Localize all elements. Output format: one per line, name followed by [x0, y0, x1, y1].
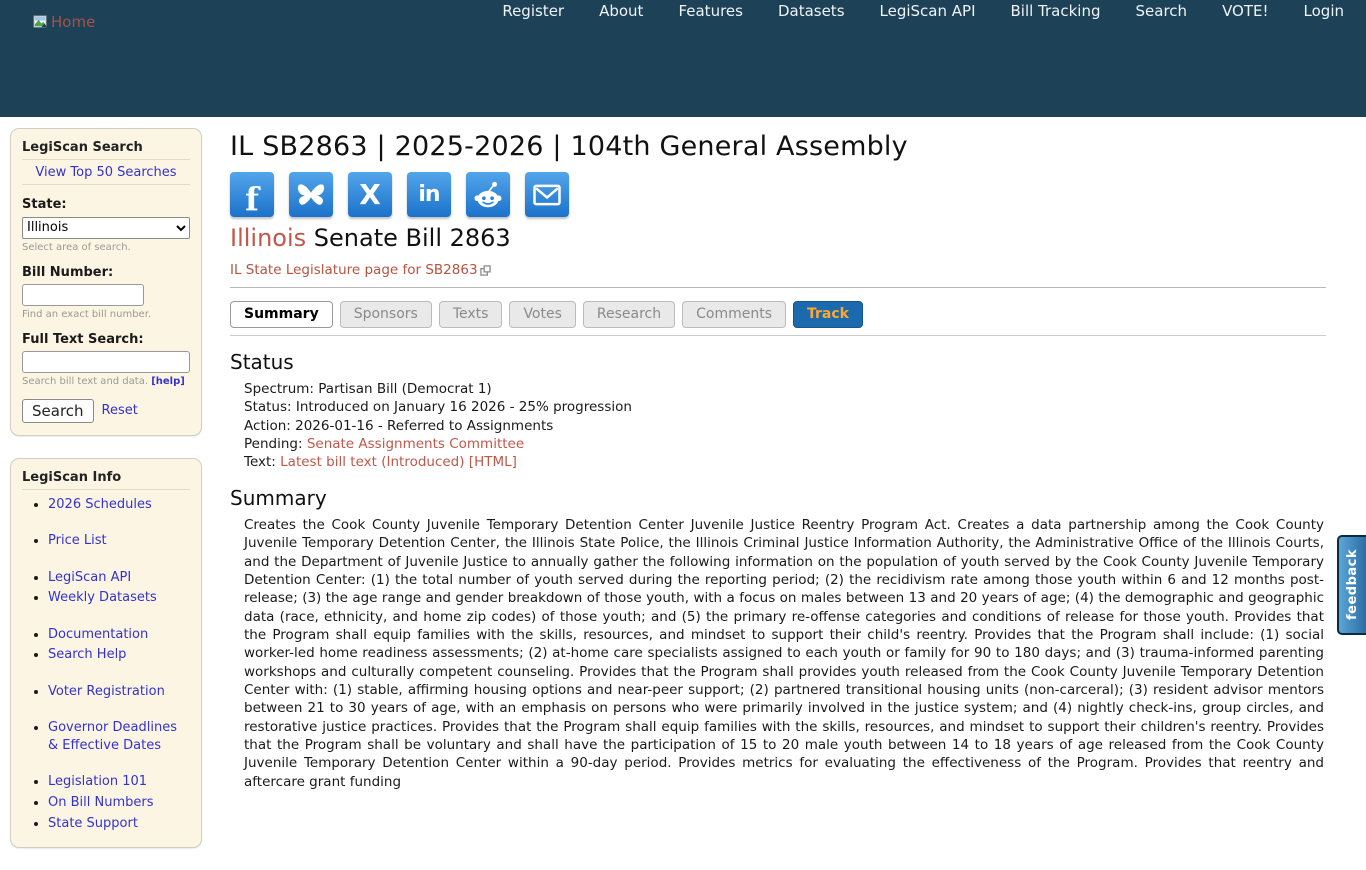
bill-number-input[interactable] — [22, 284, 144, 306]
home-label: Home — [51, 13, 96, 31]
nav-search[interactable]: Search — [1135, 2, 1188, 20]
bill-tabs — [230, 301, 1326, 328]
full-text-hint — [22, 376, 190, 387]
search-panel-title: LegiScan Search — [22, 140, 143, 155]
top-header — [0, 0, 1366, 117]
broken-image-icon — [33, 15, 48, 30]
help-link[interactable]: [help] — [151, 375, 185, 387]
nav-datasets[interactable]: Datasets — [777, 2, 845, 20]
link-on-bill-numbers[interactable]: On Bill Numbers — [48, 794, 154, 810]
list-item — [48, 532, 190, 550]
tab-summary[interactable]: Summary — [230, 301, 333, 328]
full-text-hint-text: Search bill text and data. — [22, 375, 149, 387]
divider — [22, 489, 190, 490]
list-item — [48, 815, 190, 833]
feedback-button[interactable] — [1337, 535, 1366, 635]
facebook-share-button[interactable] — [230, 172, 274, 217]
info-panel-title: LegiScan Info — [22, 469, 122, 485]
link-state-support[interactable]: State Support — [48, 815, 138, 831]
state-select[interactable] — [22, 217, 190, 239]
link-2026-schedules[interactable]: 2026 Schedules — [48, 496, 152, 512]
link-price-list[interactable]: Price List — [48, 533, 107, 549]
search-button[interactable]: Search — [22, 399, 94, 423]
reddit-share-button[interactable] — [466, 172, 510, 217]
list-item — [48, 496, 190, 514]
page-title: IL SB2863 | 2025-2026 | 104th General Assembly — [230, 131, 908, 162]
bluesky-butterfly-icon — [294, 180, 328, 210]
bill-heading-text: Senate Bill 2863 — [313, 224, 511, 252]
top-navigation — [502, 0, 1344, 21]
link-search-help[interactable]: Search Help — [48, 647, 127, 663]
x-share-button[interactable] — [348, 172, 392, 217]
list-item — [48, 646, 190, 664]
track-button[interactable]: Track — [793, 301, 863, 328]
list-item — [48, 794, 190, 812]
status-heading: Status — [230, 350, 294, 374]
nav-bill-tracking[interactable]: Bill Tracking — [1010, 2, 1101, 20]
state-legislature-link-text: IL State Legislature page for SB2863 — [230, 262, 478, 278]
info-panel — [10, 458, 202, 849]
status-block — [230, 380, 1326, 472]
status-line-action — [244, 417, 1326, 435]
list-item — [48, 773, 190, 791]
tab-texts[interactable]: Texts — [439, 301, 503, 328]
nav-vote[interactable]: VOTE! — [1222, 2, 1269, 20]
info-link-list — [22, 496, 190, 833]
divider — [230, 335, 1326, 336]
bill-number-hint: Find an exact bill number. — [22, 308, 152, 320]
status-line-spectrum — [244, 380, 1326, 398]
bluesky-share-button[interactable] — [289, 172, 333, 217]
email-envelope-icon — [532, 182, 562, 208]
status-value: Introduced on January 16 2026 - 25% progression — [295, 399, 632, 416]
home-link[interactable] — [33, 13, 95, 31]
tab-research[interactable]: Research — [583, 301, 675, 328]
tab-sponsors[interactable]: Sponsors — [340, 301, 432, 328]
status-label: Pending: — [244, 436, 303, 453]
link-voter-registration[interactable]: Voter Registration — [48, 683, 165, 699]
status-line-text — [244, 453, 1326, 471]
reset-link[interactable]: Reset — [101, 403, 138, 418]
view-top-50-link[interactable]: View Top 50 Searches — [35, 165, 177, 180]
status-line-pending — [244, 435, 1326, 453]
link-weekly-datasets[interactable]: Weekly Datasets — [48, 590, 157, 606]
divider — [22, 159, 190, 160]
bill-number-label: Bill Number: — [22, 264, 114, 280]
state-legislature-link[interactable] — [230, 262, 491, 278]
tab-votes[interactable]: Votes — [509, 301, 575, 328]
bill-heading — [230, 224, 1326, 252]
x-icon: X — [359, 178, 381, 211]
tab-comments[interactable]: Comments — [682, 301, 786, 328]
divider — [230, 287, 1326, 288]
status-value: Partisan Bill (Democrat 1) — [318, 381, 492, 397]
state-label: State: — [22, 197, 67, 212]
summary-text: Creates the Cook County Juvenile Temporary Detention Center Juvenile Justice Reentry Program Act. Creates a data partnership among the Cook County Juvenile Temporary Detention Center, the Illinois State Police, the Illinois Criminal Justice Information Authority, the Administrative Office of the Illinois Courts, and the Department of Juvenile Justice to annually gather the following information on the population of youth served by the Cook County Juvenile Temporary Detention Center: (1) the total number of youth served during the reporting period; (2) the recidivism rate among those youth within 6 and 12 months post-release; (3) the age range and gender breakdown of those youth, with a focus on males between 13 and 20 years of age; (4) the demographic and geographic data (race, ethnicity, and home zip codes) of those youth; and (5) the primary re-offense categories and conditions of release for those youth. Provides that the Program shall equip families with the skills, resources, and mindset to support their child's reentry. Provides that the Program shall include: (1) social worker-led home readiness assessments; (2) at-home care specialists assigned to each youth or family for 90 to 180 days; and (3) trauma-informed parenting workshops and culturally competent counseling. Provides that the Program shall provides youth released from the Cook County Juvenile Temporary Detention Center with: (1) stable, affirming housing options and near-peer support; (2) partnered transitional housing units (non-carceral); (3) resident advisor mentors between 21 to 30 years of age, with an emphasis on persons who were primarily involved in the justice system; and (4) nightly check-ins, group circles, and restorative justice practices. Provides that the Program shall equip families with the skills, resources, and mindset to support their children's reentry. Provides that the Program shall be voluntary and shall have the participation of 15 to 20 male youth between 14 to 18 years of age released from the Cook County Juvenile Temporary Detention Center within a 90-day period. Provides metrics for evaluating the effectiveness of the Program. Provides that reentry and aftercare grant funding — [244, 516, 1324, 790]
status-label: Status: — [244, 399, 292, 416]
reddit-icon — [470, 177, 506, 213]
state-hint: Select area of search. — [22, 241, 131, 253]
nav-register[interactable]: Register — [502, 2, 565, 20]
facebook-icon: f — [245, 179, 259, 218]
status-label: Action: — [244, 417, 291, 434]
full-text-label: Full Text Search: — [22, 331, 144, 347]
list-item — [48, 683, 190, 701]
link-documentation[interactable]: Documentation — [48, 626, 149, 642]
linkedin-icon: in — [418, 182, 440, 207]
email-share-button[interactable] — [525, 172, 569, 217]
divider — [22, 184, 190, 185]
status-line-status — [244, 398, 1326, 416]
list-item — [48, 626, 190, 644]
list-item — [48, 719, 190, 754]
nav-about[interactable]: About — [599, 2, 644, 20]
status-label: Text: — [244, 454, 276, 471]
nav-legiscan-api[interactable]: LegiScan API — [879, 2, 976, 20]
full-text-input[interactable] — [22, 351, 190, 373]
pending-committee-link[interactable]: Senate Assignments Committee — [306, 436, 525, 453]
main-content — [230, 117, 1326, 791]
status-value: 2026-01-16 - Referred to Assignments — [295, 417, 554, 434]
sidebar — [10, 128, 202, 870]
state-link[interactable]: Illinois — [230, 224, 307, 252]
link-governor-deadlines[interactable]: Governor Deadlines & Effective Dates — [48, 720, 177, 753]
list-item — [48, 569, 190, 587]
nav-features[interactable]: Features — [678, 2, 743, 20]
summary-heading: Summary — [230, 485, 327, 510]
status-label: Spectrum: — [244, 381, 314, 397]
feedback-label: feedback — [1345, 549, 1360, 621]
link-legiscan-api[interactable]: LegiScan API — [48, 569, 132, 585]
search-actions — [22, 399, 190, 423]
search-panel — [10, 128, 202, 436]
nav-login[interactable]: Login — [1303, 2, 1344, 20]
external-link-icon — [480, 265, 491, 276]
link-legislation-101[interactable]: Legislation 101 — [48, 774, 148, 790]
share-bar — [230, 172, 1326, 217]
latest-bill-text-link[interactable]: Latest bill text (Introduced) [HTML] — [280, 454, 517, 471]
linkedin-share-button[interactable] — [407, 172, 451, 217]
list-item — [48, 589, 190, 607]
